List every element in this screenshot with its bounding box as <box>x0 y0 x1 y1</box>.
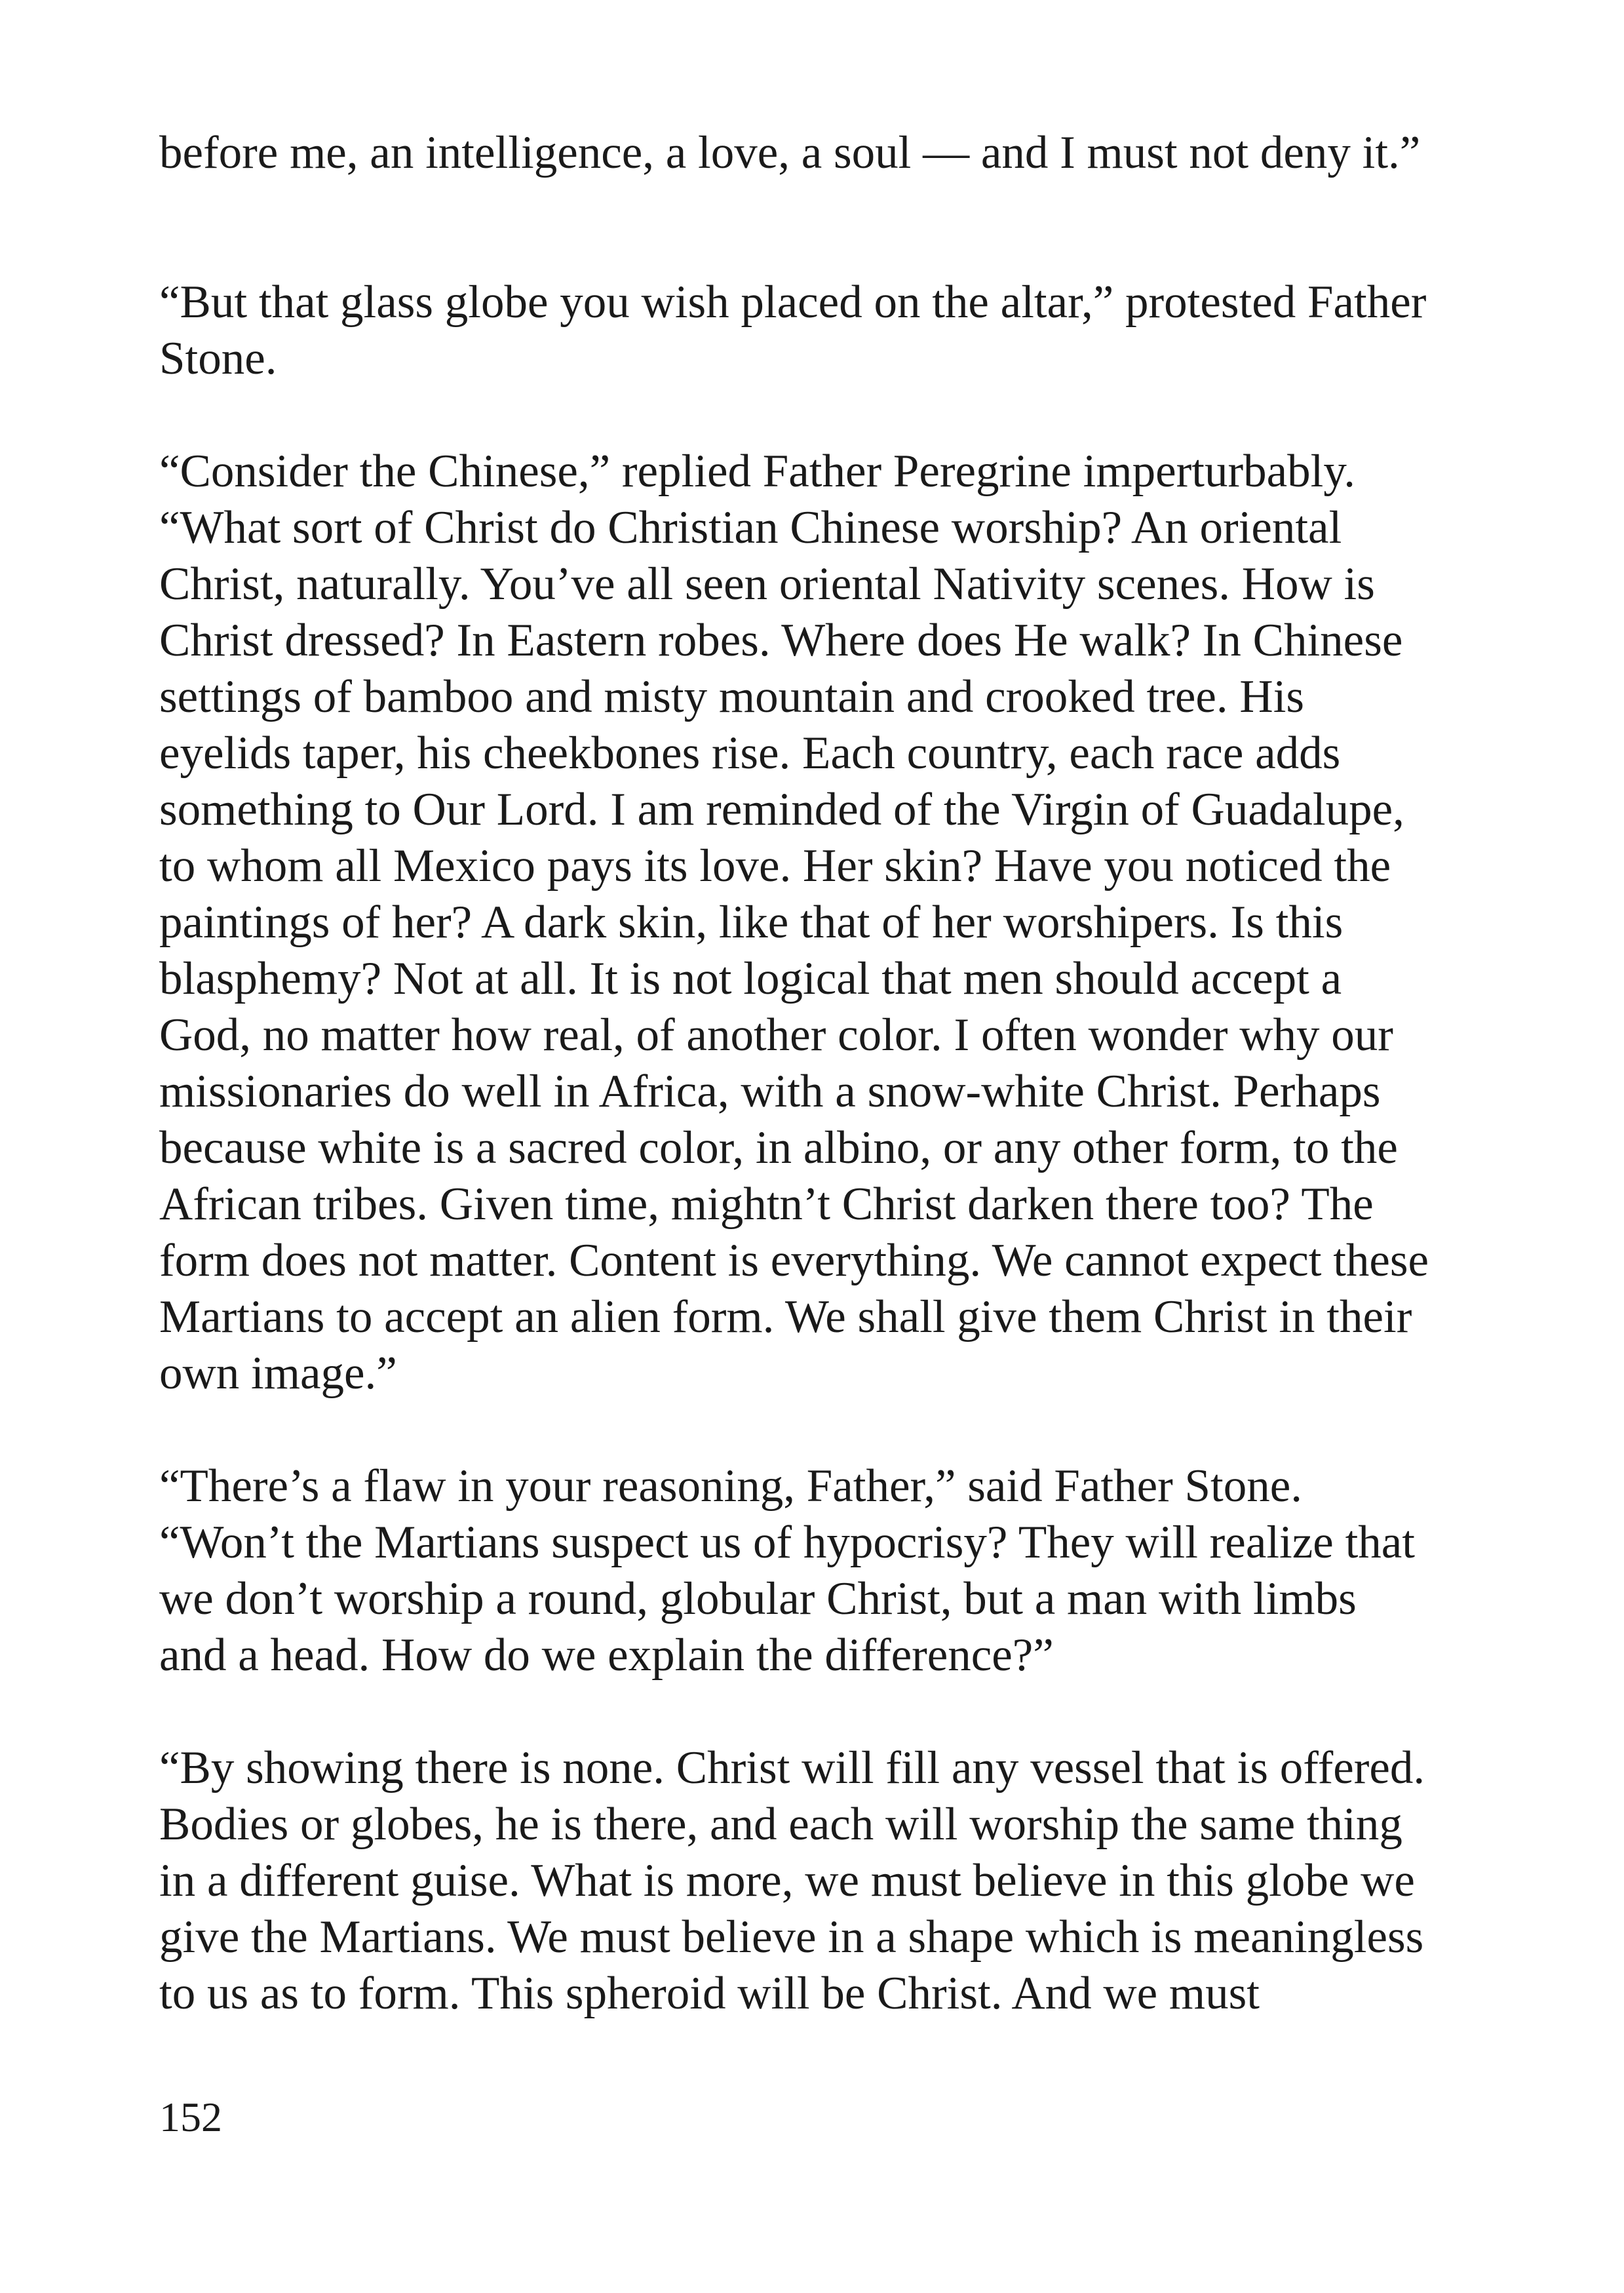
page-number: 152 <box>159 2094 222 2140</box>
paragraph-2: “But that glass globe you wish placed on the altar,” protested Father Stone. <box>159 277 1427 384</box>
paragraph-5: “By showing there is none. Christ will fill any vessel that is offered. Bodies or globes, he is there, and each will worship the same thing in a different guise. What is more, we must believe in this globe we give the Martians. We must believe in a shape which is meaningless to us as to form. This spheroid will be Christ. And we must <box>159 1742 1425 2019</box>
paragraph-4: “There’s a flaw in your reasoning, Father,” said Father Stone. “Won’t the Martians suspect us of hypocrisy? They will realize that we don’t worship a round, globular Christ, but a man with limbs and a head. How do we explain the difference?” <box>159 1460 1416 1681</box>
paragraph-1: before me, an intelligence, a love, a soul — and I must not deny it.” <box>159 127 1421 178</box>
page-body <box>159 125 1522 2022</box>
paragraph-3: “Consider the Chinese,” replied Father Peregrine imperturbably. “What sort of Christ do Christian Chinese worship? An oriental Christ, naturally. You’ve all seen oriental Nativity scenes. How is Christ dressed? In Eastern robes. Where does He walk? In Chinese settings of bamboo and misty mountain and crooked tree. His eyelids taper, his cheekbones rise. Each country, each race adds something to Our Lord. I am reminded of the Virgin of Guadalupe, to whom all Mexico pays its love. Her skin? Have you noticed the paintings of her? A dark skin, like that of her worshipers. Is this blasphemy? Not at all. It is not logical that men should accept a God, no matter how real, of another color. I often wonder why our missionaries do well in Africa, with a snow-white Christ. Perhaps because white is a sacred color, in albino, or any other form, to the African tribes. Given time, mightn’t Christ darken there too? The form does not matter. Content is everything. We cannot expect these Martians to accept an alien form. We shall give them Christ in their own image.” <box>159 446 1429 1399</box>
